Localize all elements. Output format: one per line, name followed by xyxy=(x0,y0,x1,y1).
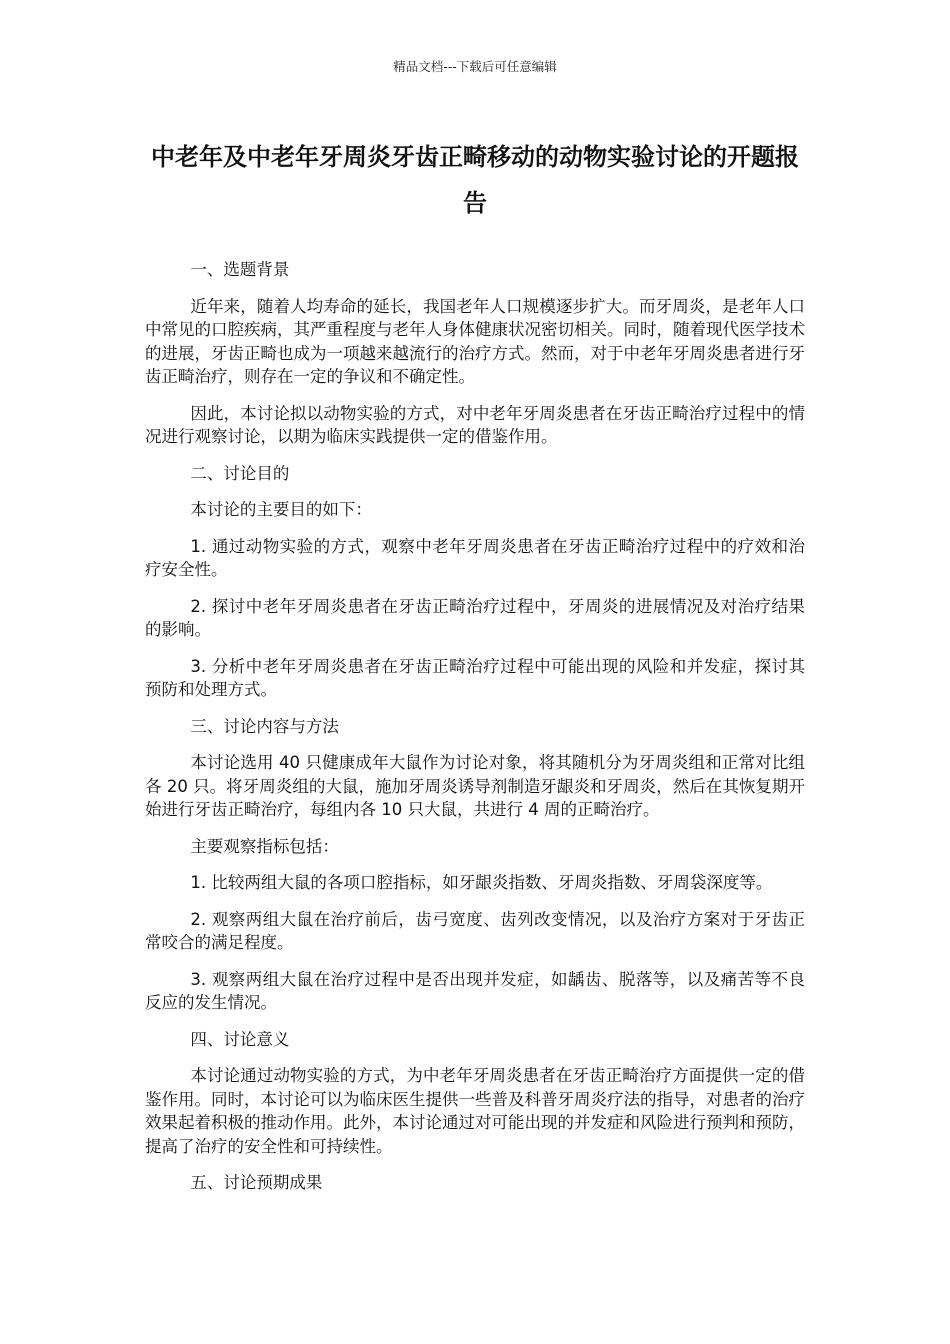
section-heading-background: 一、选题背景 xyxy=(190,260,290,279)
paragraph: 主要观察指标包括： xyxy=(190,836,339,856)
list-item: 3. 分析中老年牙周炎患者在牙齿正畸治疗过程中可能出现的风险和并发症，探讨其预防和处理方式。 xyxy=(145,656,805,699)
list-item: 1. 比较两组大鼠的各项口腔指标，如牙龈炎指数、牙周炎指数、牙周袋深度等。 xyxy=(190,873,773,892)
paragraph: 本讨论通过动物实验的方式，为中老年牙周炎患者在牙齿正畸治疗方面提供一定的借鉴作用。同时，本讨论可以为临床医生提供一些普及科普牙周炎疗法的指导，对患者的治疗效果起着积极的推动作用。此外，本讨论通过对可能出现的并发症和风险进行预判和预防，提高了治疗的安全性和可持续性。 xyxy=(145,1066,805,1156)
paragraph: 本讨论的主要目的如下： xyxy=(190,500,372,519)
section-heading-significance: 四、讨论意义 xyxy=(190,1029,290,1049)
list-item: 2. 探讨中老年牙周炎患者在牙齿正畸治疗过程中，牙周炎的进展情况及对治疗结果的影响。 xyxy=(145,596,805,639)
section-heading-methods: 三、讨论内容与方法 xyxy=(190,716,339,736)
list-item: 1. 通过动物实验的方式，观察中老年牙周炎患者在牙齿正畸治疗过程中的疗效和治疗安全性。 xyxy=(145,536,805,579)
list-item: 3. 观察两组大鼠在治疗过程中是否出现并发症，如龋齿、脱落等，以及痛苦等不良反应的发生情况。 xyxy=(145,969,805,1012)
list-item: 2. 观察两组大鼠在治疗前后，齿弓宽度、齿列改变情况，以及治疗方案对于牙齿正常咬合的满足程度。 xyxy=(145,909,805,952)
section-heading-expected-results: 五、讨论预期成果 xyxy=(190,1173,323,1192)
paragraph: 因此，本讨论拟以动物实验的方式，对中老年牙周炎患者在牙齿正畸治疗过程中的情况进行观察讨论，以期为临床实践提供一定的借鉴作用。 xyxy=(145,403,805,446)
paragraph: 本讨论选用 40 只健康成年大鼠作为讨论对象，将其随机分为牙周炎组和正常对比组各 20 只。将牙周炎组的大鼠，施加牙周炎诱导剂制造牙龈炎和牙周炎，然后在其恢复期开始进行牙齿正畸治疗，每组内各 10 只大鼠，共进行 4 周的正畸治疗。 xyxy=(145,753,805,819)
page-header: 精品文档---下载后可任意编辑 xyxy=(393,59,557,74)
section-heading-purpose: 二、讨论目的 xyxy=(190,463,290,483)
document-body xyxy=(145,258,805,1208)
document-title: 中老年及中老年牙周炎牙齿正畸移动的动物实验讨论的开题报告 xyxy=(151,143,799,217)
paragraph: 近年来，随着人均寿命的延长，我国老年人口规模逐步扩大。而牙周炎，是老年人口中常见的口腔疾病，其严重程度与老年人身体健康状况密切相关。同时，随着现代医学技术的进展，牙齿正畸也成为一项越来越流行的治疗方式。然而，对于中老年牙周炎患者进行牙齿正畸治疗，则存在一定的争议和不确定性。 xyxy=(145,296,805,386)
